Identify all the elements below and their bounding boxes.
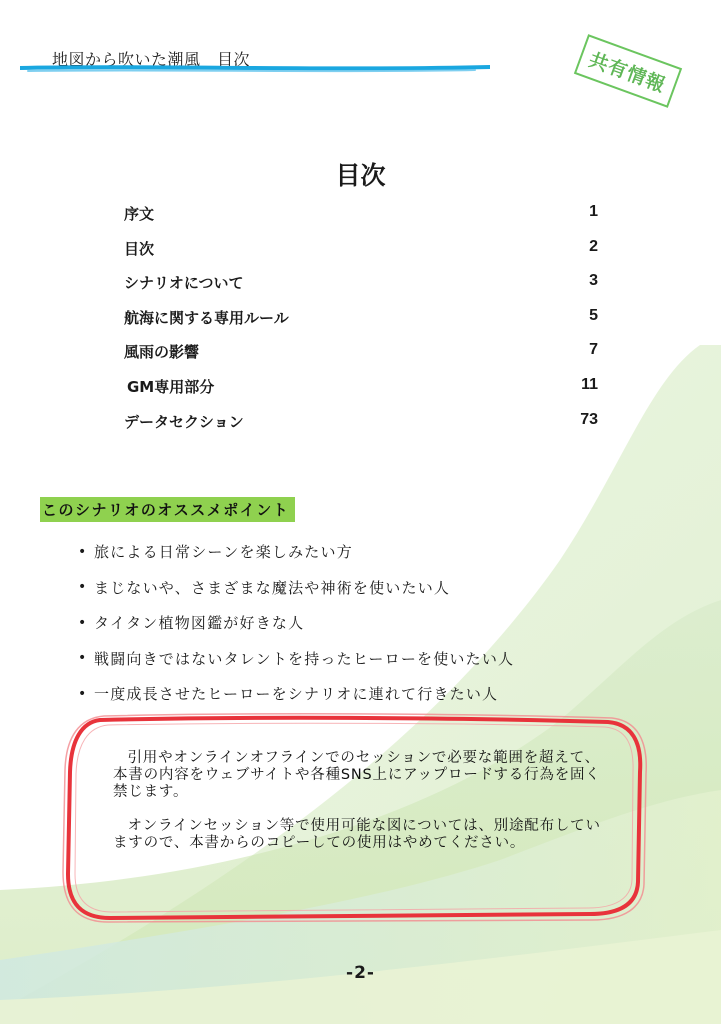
toc-entry-label: 目次 bbox=[124, 239, 155, 258]
toc-entry[interactable] bbox=[124, 304, 598, 339]
toc-entry-label: 航海に関する専用ルール bbox=[124, 308, 289, 327]
list-item-text: 戦闘向きではないタレントを持ったヒーローを使いたい人 bbox=[94, 649, 515, 668]
toc-entry-page: 73 bbox=[580, 410, 598, 428]
bullet-icon: • bbox=[78, 650, 88, 667]
toc-title: 目次 bbox=[335, 161, 386, 190]
header-title: 地図から吹いた潮風 目次 bbox=[52, 50, 251, 69]
toc-entry-page: 7 bbox=[589, 341, 598, 359]
bullet-icon: • bbox=[78, 614, 88, 631]
toc-entry-label: データセクション bbox=[124, 412, 244, 431]
recommend-heading: このシナリオのオススメポイント bbox=[40, 497, 295, 522]
toc-entry[interactable] bbox=[124, 269, 598, 304]
list-item bbox=[78, 534, 514, 570]
toc-entry-page: 1 bbox=[589, 203, 598, 220]
toc-entry-page: 3 bbox=[589, 272, 598, 290]
toc-entry-label: 序文 bbox=[124, 205, 155, 223]
toc-entry-label: GM専用部分 bbox=[127, 377, 215, 396]
list-item bbox=[78, 570, 514, 606]
copyright-notice bbox=[113, 750, 603, 869]
toc-entry[interactable] bbox=[124, 200, 598, 235]
list-item-text: 一度成長させたヒーローをシナリオに連れて行きたい人 bbox=[94, 685, 499, 704]
list-item-text: まじないや、さまざまな魔法や神術を使いたい人 bbox=[94, 578, 451, 597]
toc-entry[interactable] bbox=[124, 235, 598, 270]
toc-entry-label: シナリオについて bbox=[124, 274, 244, 293]
toc-entry-page: 11 bbox=[581, 375, 598, 393]
shared-info-stamp: 共有情報 bbox=[574, 34, 682, 108]
toc-entry[interactable] bbox=[124, 338, 598, 373]
bullet-icon: • bbox=[78, 685, 88, 702]
toc-entry-page: 2 bbox=[589, 237, 598, 255]
toc-entry-page: 5 bbox=[589, 306, 598, 324]
toc-entry[interactable] bbox=[124, 373, 598, 408]
header-underline bbox=[20, 62, 490, 76]
bullet-icon: • bbox=[78, 543, 88, 560]
toc-entry-label: 風雨の影響 bbox=[124, 343, 200, 362]
table-of-contents bbox=[124, 200, 598, 442]
list-item-text: 旅による日常シーンを楽しみたい方 bbox=[94, 543, 353, 562]
recommend-list bbox=[78, 534, 514, 712]
toc-entry[interactable] bbox=[124, 408, 598, 443]
list-item bbox=[78, 676, 514, 712]
page-number: -2- bbox=[346, 963, 375, 983]
notice-paragraph-2: オンラインセッション等で使用可能な図については、別途配布していますので、本書からのコピーしての使用はやめてください。 bbox=[113, 818, 601, 851]
bullet-icon: • bbox=[78, 579, 88, 596]
list-item bbox=[78, 641, 514, 677]
notice-paragraph-1: 引用やオンラインオフラインでのセッションで必要な範囲を超えて、本書の内容をウェブサイトや各種SNS上にアップロードする行為を固く禁じます。 bbox=[113, 750, 601, 800]
list-item-text: タイタン植物図鑑が好きな人 bbox=[94, 614, 305, 633]
list-item bbox=[78, 605, 514, 641]
